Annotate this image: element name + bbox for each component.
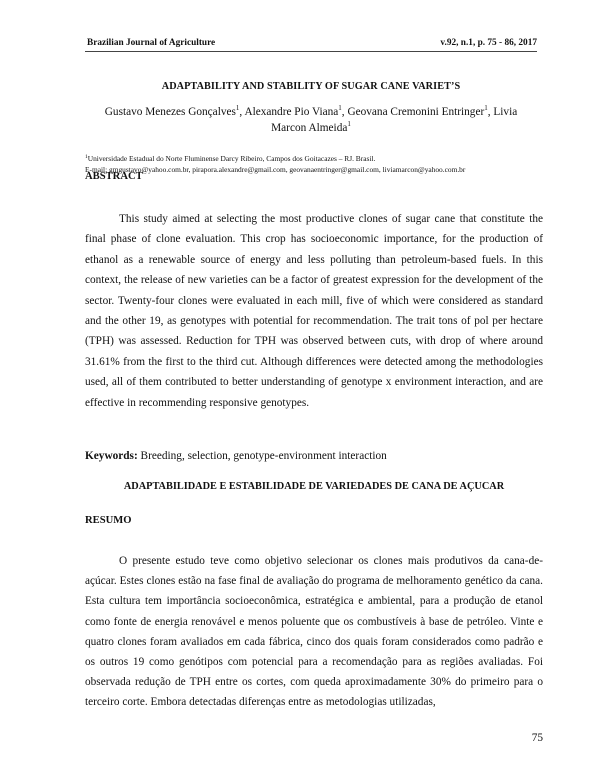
abstract-heading: ABSTRACT bbox=[85, 171, 143, 182]
affiliation-marker: 1 bbox=[85, 154, 88, 160]
portuguese-title: ADAPTABILIDADE E ESTABILIDADE DE VARIEDADES DE CANA DE AÇUCAR bbox=[123, 481, 505, 492]
affiliation-institution-line bbox=[85, 154, 545, 165]
affiliation-emails: E-mail: gmgustavo@yahoo.com.br, pirapora.alexandre@gmail.com, geovanaentringer@gmail.com, liviamarcon@yahoo.com.br bbox=[85, 164, 466, 174]
author-name: Gustavo Menezes Gonçalves bbox=[104, 106, 236, 118]
author-name: Livia Marcon Almeida bbox=[271, 106, 518, 134]
resumo-heading: RESUMO bbox=[85, 515, 132, 526]
affiliation-institution: Universidade Estadual do Norte Fluminense Darcy Ribeiro, Campos dos Goitacazes – RJ. Brasil. bbox=[87, 154, 376, 163]
abstract-text: This study aimed at selecting the most productive clones of sugar cane that constitute the final phase of clone evaluation. This crop has socioeconomic importance, for the production of ethanol as a renewable source of energy and less polluting than petroleum-based fuels. In this context, the release of new varieties can be a factor of greatest expression for the development of the sector. Twenty-four clones were evaluated in each mill, five of which were considered as standard and the other 19, as genotypes with potential for recommendation. The trait tons of pol per hectare (TPH) was assessed. Reduction for TPH was observed between cuts, with drop of where around 31.61% from the first to the third cut. Although differences were detected among the methodologies used, all of them contributed to better understanding of genotype x environment interaction, and are effective in recommending responsive genotypes. bbox=[85, 213, 543, 409]
page-number: 75 bbox=[531, 732, 543, 744]
author-affiliation-marker: 1 bbox=[347, 120, 351, 128]
keywords-text: Breeding, selection, genotype-environment interaction bbox=[137, 450, 387, 462]
header-divider bbox=[85, 51, 537, 52]
author-affiliation-marker: 1 bbox=[484, 104, 488, 112]
keywords-label: Keywords: bbox=[85, 450, 138, 462]
article-title: ADAPTABILITY AND STABILITY OF SUGAR CANE VARIET’S bbox=[161, 81, 461, 92]
author-name: Alexandre Pio Viana bbox=[244, 106, 339, 118]
author-affiliation-marker: 1 bbox=[235, 104, 240, 112]
author-list bbox=[100, 104, 522, 136]
journal-citation: v.92, n.1, p. 75 - 86, 2017 bbox=[440, 38, 537, 48]
affiliation-block bbox=[85, 154, 545, 175]
author-separator: , bbox=[239, 106, 245, 118]
journal-name: Brazilian Journal of Agriculture bbox=[87, 38, 216, 48]
keywords-line bbox=[85, 450, 543, 462]
author-name: Geovana Cremonini Entringer bbox=[347, 106, 485, 118]
resumo-text: O presente estudo teve como objetivo selecionar os clones mais produtivos da cana-de-açúcar. Estes clones estão na fase final de avaliação do programa de melhoramento genético da cana. Esta cultura tem importância socioeconômica, estratégica e ambiental, para a produção de etanol como fonte de energia renovável e menos poluente que os combustíveis à base de petróleo. Vinte e quatro clones foram avaliados em cada fábrica, cinco dos quais foram considerados como padrão e os outros 19 como genótipos com potencial para a recomendação para as regiões avaliadas. Foi observada redução de TPH entre os cortes, com queda aproximadamente 30% do primeiro para o terceiro corte. Embora detectadas diferenças entre as metodologias utilizadas, bbox=[85, 555, 543, 709]
author-separator: , bbox=[341, 106, 348, 118]
author-separator: , bbox=[487, 106, 494, 118]
author-affiliation-marker: 1 bbox=[338, 104, 342, 112]
